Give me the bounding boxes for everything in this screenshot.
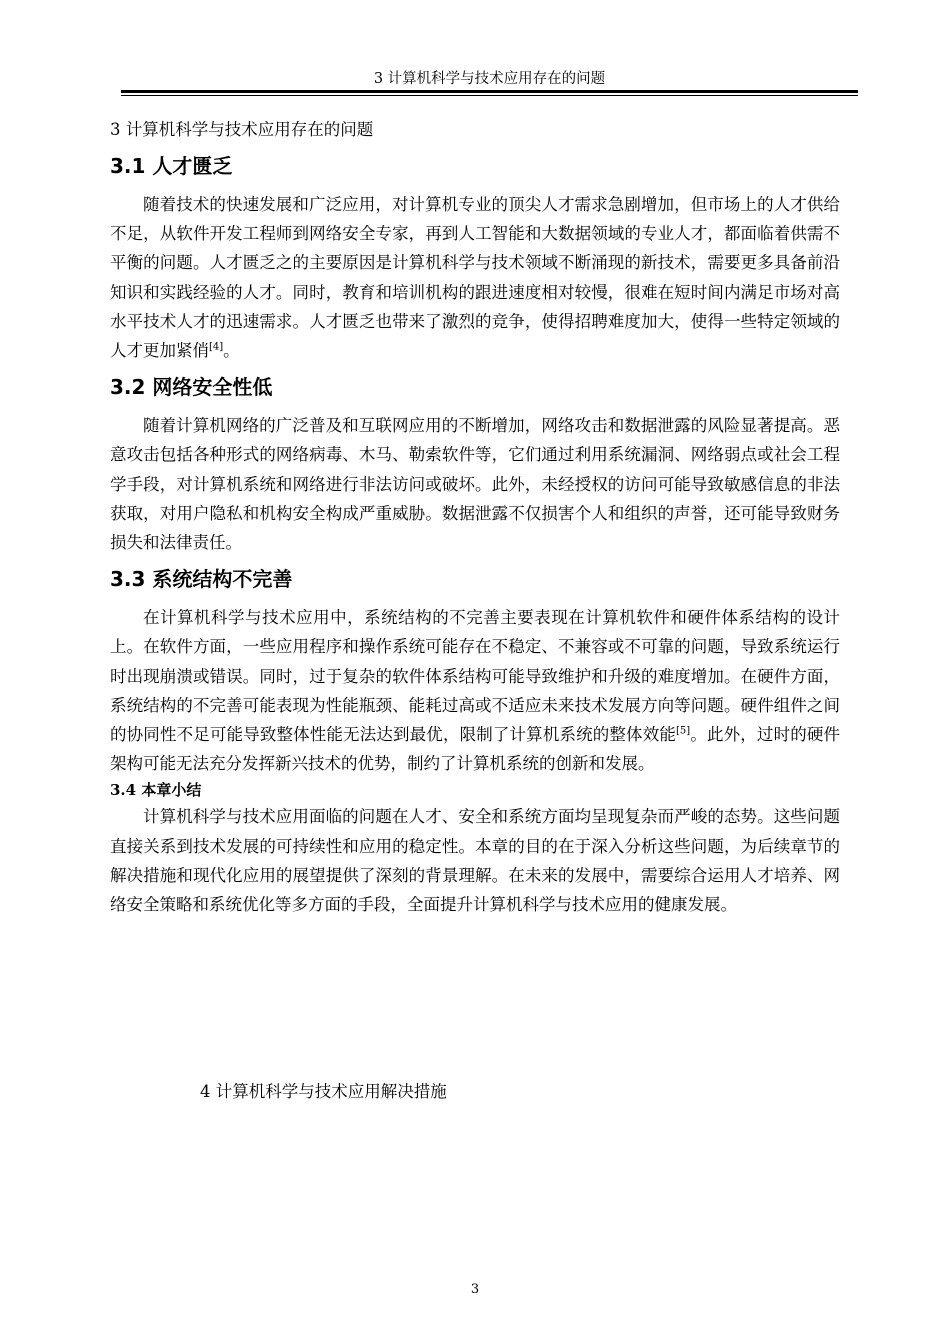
chapter-title: 3 计算机科学与技术应用存在的问题: [110, 120, 374, 139]
section-3-2-paragraph: 随着计算机网络的广泛普及和互联网应用的不断增加，网络攻击和数据泄露的风险显著提高。恶意攻击包括各种形式的网络病毒、木马、勒索软件等，它们通过利用系统漏洞、网络弱点或社会工程学手段，对计算机系统和网络进行非法访问或破坏。此外，未经授权的访问可能导致敏感信息的非法获取，对用户隐私和机构安全构成严重威胁。数据泄露不仅损害个人和组织的声誉，还可能导致财务损失和法律责任。: [110, 416, 840, 553]
paragraph-text-end: 。: [223, 341, 240, 361]
page-number: 3: [470, 1282, 480, 1297]
section-3-4-paragraph: 计算机科学与技术应用面临的问题在人才、安全和系统方面均呈现复杂而严峻的态势。这些问题直接关系到技术发展的可持续性和应用的稳定性。本章的目的在于深入分析这些问题，为后续章节的解决措施和现代化应用的展望提供了深刻的背景理解。在未来的发展中，需要综合运用人才培养、网络安全策略和系统优化等多方面的手段，全面提升计算机科学与技术应用的健康发展。: [110, 807, 840, 915]
paragraph-text-end: 。此外，过时的硬件架构可能无法充分发挥新兴技术的优势，制约了计算机系统的创新和发展。: [110, 725, 841, 774]
paragraph-text: 随着技术的快速发展和广泛应用，对计算机专业的顶尖人才需求急剧增加，但市场上的人才供给不足，从软件开发工程师到网络安全专家，再到人工智能和大数据领域的专业人才，都面临着供需不平衡的问题。人才匮乏之的主要原因是计算机科学与技术领域不断涌现的新技术，需要更多具备前沿知识和实践经验的人才。同时，教育和培训机构的跟进速度相对较慢，很难在短时间内满足市场对高水平技术人才的迅速需求。人才匮乏也带来了激烈的竞争，使得招聘难度加大，使得一些特定领域的人才更加紧俏: [110, 195, 840, 361]
header-rule-thin: [121, 95, 858, 96]
section-heading-3-1: 3.1 人才匮乏: [110, 154, 233, 178]
section-3-1-paragraph: [110, 190, 840, 365]
section-3-3-paragraph: [110, 603, 840, 778]
citation-4: [4]: [209, 341, 224, 353]
section-heading-3-4: 3.4 本章小结: [110, 781, 202, 800]
running-header: 3 计算机科学与技术应用存在的问题: [373, 71, 606, 87]
section-heading-3-3: 3.3 系统结构不完善: [110, 567, 293, 592]
header-rule-thick: [121, 90, 858, 93]
section-heading-3-2: 3.2 网络安全性低: [110, 375, 273, 400]
page-body: [110, 116, 840, 919]
paragraph-text: 在计算机科学与技术应用中，系统结构的不完善主要表现在计算机软件和硬件体系结构的设计上。在软件方面，一些应用程序和操作系统可能存在不稳定、不兼容或不可靠的问题，导致系统运行时出现崩溃或错误。同时，过于复杂的软件体系结构可能导致维护和升级的难度增加。在硬件方面，系统结构的不完善可能表现为性能瓶颈、能耗过高或不适应未来技术发展方向等问题。硬件组件之间的协同性不足可能导致整体性能无法达到最优，限制了计算机系统的整体效能: [110, 608, 840, 745]
citation-5: [5]: [676, 725, 691, 737]
next-chapter-title: 4 计算机科学与技术应用解决措施: [200, 1082, 447, 1101]
